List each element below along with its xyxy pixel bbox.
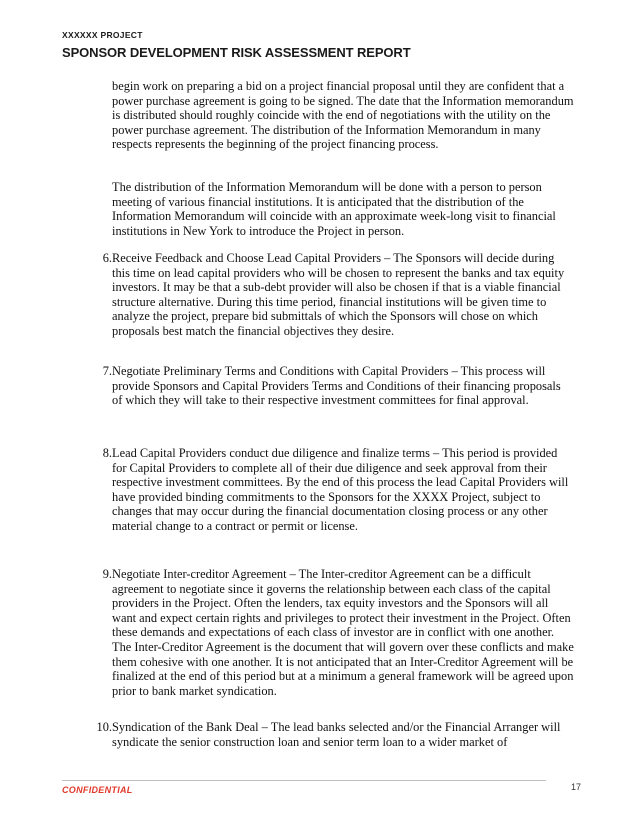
document-title: SPONSOR DEVELOPMENT RISK ASSESSMENT REPORT bbox=[62, 45, 411, 60]
list-item-text: Negotiate Preliminary Terms and Conditions with Capital Providers – This process will provide Sponsors and Capital Providers Terms and Conditions of their financing proposals of which they will take to their respective investment committees for final approval. bbox=[112, 364, 561, 408]
list-item-number: 10. bbox=[96, 720, 112, 734]
list-item-text: Lead Capital Providers conduct due diligence and finalize terms – This period is provided for Capital Providers to complete all of their due diligence and seek approval from their respective investment committees. By the end of this process the lead Capital Providers will have provided binding commitments to the Sponsors for the XXXX Project, subject to changes that may occur during the financial documentation closing process or any other material change to a contract or permit or license. bbox=[112, 446, 569, 533]
list-item-number: 9. bbox=[102, 567, 112, 581]
body-paragraph: begin work on preparing a bid on a project financial proposal until they are confident that a power purchase agreement is going to be signed. The date that the Information memorandum is distributed should roughly coincide with the end of negotiations with the utility on the power purchase agreement. The distribution of the Information Memorandum in many respects represents the beginning of the project financing process. bbox=[112, 79, 574, 152]
footer-divider bbox=[62, 780, 546, 781]
list-item-text: Negotiate Inter-creditor Agreement – The Inter-creditor Agreement can be a difficult agreement to negotiate since it governs the relationship between each class of the capital providers in the Project. Often the lenders, tax equity investors and the Sponsors will all want and expect certain rights and privileges to protect their investment in the Project. Often these demands and expectations of each class of investor are in conflict with one another. The Inter-Creditor Agreement is the document that will govern over these conflicts and make them cohesive with one another. It is not anticipated that an Inter-Creditor Agreement will be finalized at the end of this period but at a minimum a general framework will be agreed upon prior to bank market syndication. bbox=[112, 567, 574, 698]
body-paragraph: The distribution of the Information Memorandum will be done with a person to person meeting of various financial institutions. It is anticipated that the distribution of the Information Memorandum will coincide with an approximate week-long visit to financial institutions in New York to introduce the Project in person. bbox=[112, 180, 556, 238]
list-item-number: 6. bbox=[102, 251, 112, 265]
list-item-text: Syndication of the Bank Deal – The lead banks selected and/or the Financial Arranger will syndicate the senior construction loan and senior term loan to a wider market of bbox=[112, 720, 561, 749]
list-item-number: 8. bbox=[102, 446, 112, 460]
confidential-label: CONFIDENTIAL bbox=[62, 785, 133, 795]
header-project-label: XXXXXX PROJECT bbox=[62, 30, 143, 40]
page-number: 17 bbox=[571, 782, 582, 792]
list-item-text: Receive Feedback and Choose Lead Capital Providers – The Sponsors will decide during this time on lead capital providers who will be chosen to represent the banks and tax equity investors. It may be that a sub-debt provider will also be chosen if that is a viable financial structure alternative. During this time period, financial institutions will be given time to analyze the project, prepare bid submittals of which the Sponsors will chose on which proposals best match the financial objectives they desire. bbox=[112, 251, 565, 338]
list-item-number: 7. bbox=[102, 364, 112, 378]
